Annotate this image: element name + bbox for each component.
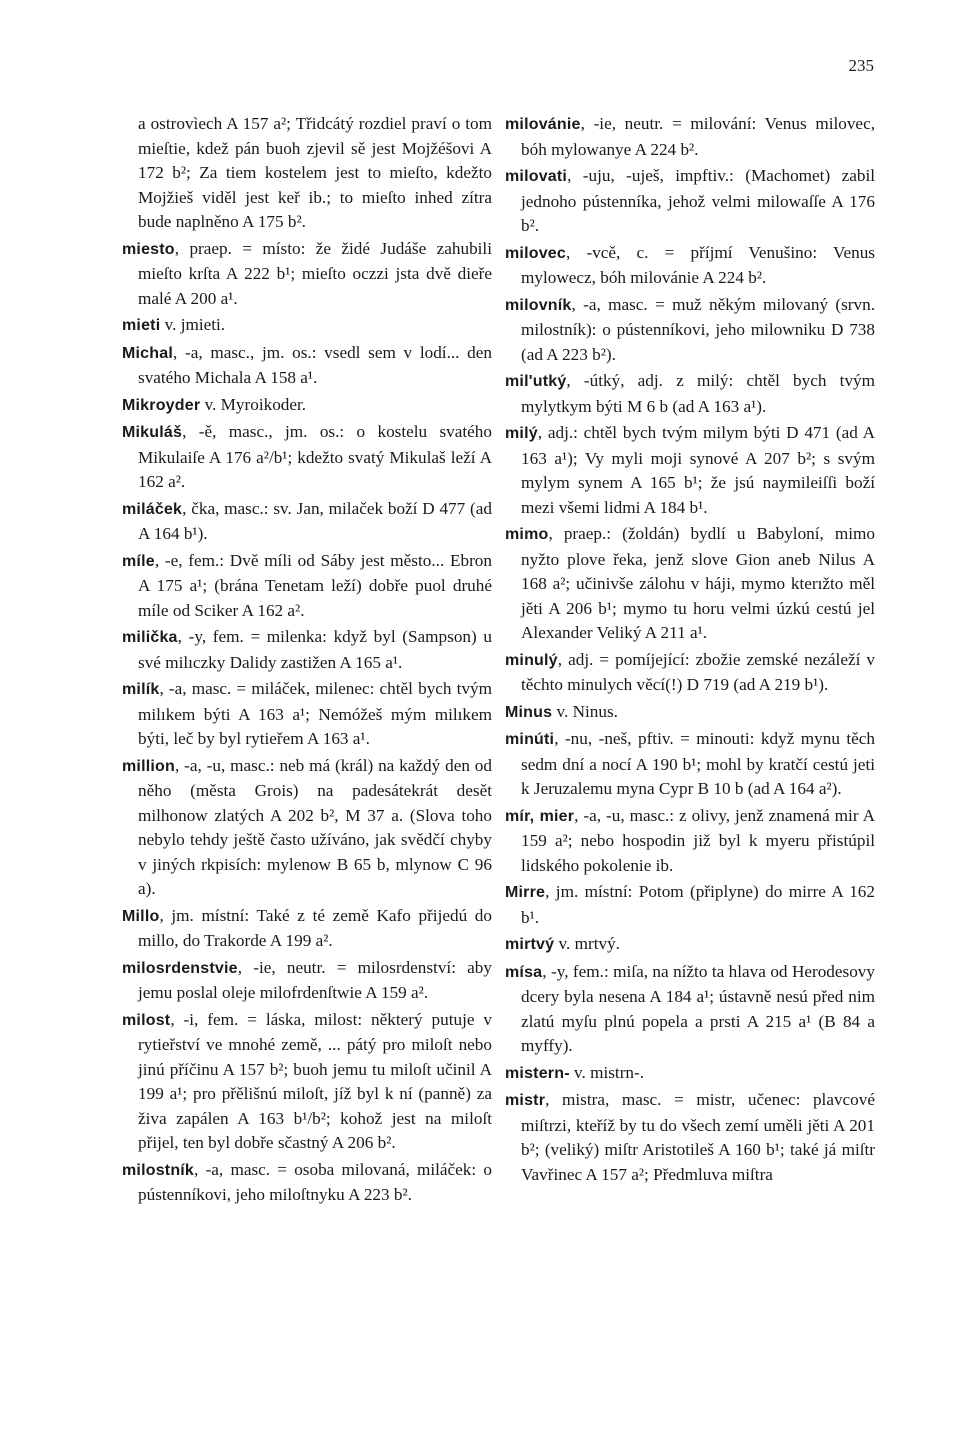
dictionary-entry (505, 804, 875, 879)
entry-text: , mistra, masc. = mistr, učenec: plavcové miſtrzi, kteříž by tu do všech zemí uměli jěti A 201 b²; (veliký) miſtr Aristotileš A 160 b¹; také já miſtr Vavřinec A 157 a²; Předmluva miſtra (521, 1090, 875, 1184)
entry-text: , praep. = místo: že židé Judáše zahubili mieſto krſta A 222 b¹; mieſto oczzi jsta dvě dieře malé A 200 a¹. (138, 238, 492, 308)
dictionary-entry (122, 420, 492, 495)
entry-text: , jm. místní: Potom (připlyne) do mirre A 162 b¹. (521, 882, 875, 927)
entry-headword: milosrdenstvie (122, 959, 238, 977)
dictionary-entry (505, 421, 875, 520)
dictionary-entry (122, 956, 492, 1006)
dictionary-entry (505, 369, 875, 419)
entry-headword: Mikuláš (122, 424, 183, 441)
dictionary-entry (122, 112, 492, 235)
entry-text: , -ě, masc., jm. os.: o kostelu svatého Mikulaiſe A 176 a²/b¹; kdežto svatý Mikulaš leží A 162 a². (138, 422, 492, 491)
entry-headword: mistr (505, 1092, 546, 1109)
entry-text: , -a, masc. = miláček, milenec: chtěl bych tvým milıkem býti A 163 a¹; Nemóžeš mým milıkem býti, leč by byl rytieřem A 163 a¹. (138, 679, 492, 748)
entry-headword: mimo (505, 526, 549, 543)
left-column (122, 112, 492, 1210)
entry-headword: Michal (122, 344, 173, 362)
entry-headword: minúti (505, 731, 555, 748)
entry-headword: milík (122, 681, 160, 698)
dictionary-entry (122, 341, 492, 391)
entry-text: , -ie, neutr. = milování: Venus milovec, bóh mylowanye A 224 b². (521, 114, 875, 159)
entry-text: v. Ninus. (552, 701, 618, 721)
entry-text: v. Myroikoder. (200, 394, 307, 414)
entry-headword: mirtvý (505, 936, 555, 953)
entry-headword: milý (505, 425, 538, 442)
entry-headword: milovánie (505, 116, 581, 133)
entry-text: , -y, fem.: miſa, na nížto ta hlava od Herodesovy dcery byla nesena A 184 a¹; ústavně nesú před nim zlatú myſu plnú popela a prsti A 215 a¹ (B 84 a myffy). (521, 961, 875, 1055)
entry-text: , -a, masc., jm. os.: vsedl sem v lodí... den svatého Michala A 158 a¹. (138, 342, 492, 387)
dictionary-entry (122, 904, 492, 954)
dictionary-entry (505, 164, 875, 239)
dictionary-entry (505, 648, 875, 698)
right-column (505, 112, 875, 1189)
entry-text: , -i, fem. = láska, milost: některý putuje v rytieřství ve mnohé země, ... pátý pro miloſt nebo jinú příčinu A 157 b²; buoh jemu tu miloſt učinil A 199 a¹; pro přělišnú miloſt, jíž byl k ní (panně) za živa zapálen A 163 b¹/b²; kohož jest na miloſt přijel, ten byl dobře sčastný A 206 b². (138, 1009, 492, 1152)
dictionary-entry (505, 960, 875, 1059)
entry-headword: minulý (505, 651, 558, 669)
entry-text: , adj.: chtěl bych tvým milym býti D 471 (ad A 163 a¹); Vy myli moji synové A 207 b²; s svým mylym synem A 165 b¹; že jsú naymileiſſi boží mezi všemi lidmi A 184 b¹. (521, 423, 875, 517)
dictionary-entry (122, 237, 492, 312)
dictionary-entry (122, 497, 492, 547)
entry-headword: million (122, 757, 175, 775)
dictionary-entry (122, 549, 492, 624)
entry-text: , -nu, -neš, pftiv. = minouti: když mynu těch sedm dní a nocí A 190 b¹; mohl by kratčí cestú jeti k Jeruzalemu myna Cypr B 10 b (ad A 164 a²). (521, 729, 875, 798)
dictionary-entry (122, 1158, 492, 1208)
entry-headword: Minus (505, 703, 553, 721)
page-number: 235 (848, 56, 874, 75)
entry-text: a ostrovìech A 157 a²; Třidcátý rozdiel praví o tom mieſtie, kdež pán buoh zjevil sě jest Mojžéšovi A 172 b²; Za tiem kostelem jest to mieſto, kdežto Mojžieš viděl jest keř ib.; to mieſto inhed zítra bude naplněno A 175 b². (138, 114, 492, 231)
dictionary-entry (505, 880, 875, 930)
dictionary-entry (505, 1061, 875, 1087)
entry-text: , praep.: (žoldán) bydlí u Babyloní, mimo nyžto plove řeka, jenž slove Gion aneb Nilus A 168 a²; učinivše zálohu v háji, mymo kterıžto měl jěti A 206 b¹; mymo tu horu velmi úzkú cestú jel Alexander Veliký A 211 a¹. (521, 524, 875, 642)
entry-text: v. mrtvý. (554, 934, 620, 953)
entry-text: , -a, masc. = muž někým milovaný (srvn. milostník): o pústenníkovi, jeho milowniku D 738 (ad A 223 b²). (521, 294, 875, 364)
entry-text: , adj. = pomíjející: zbožie zemské nezáleží v těchto minulych věcí(!) D 719 (ad A 219 b¹). (521, 649, 875, 694)
entry-headword: mísa (505, 963, 543, 981)
entry-text: v. mistrn-. (569, 1062, 645, 1082)
entry-text: , -a, -u, masc.: neb má (král) na každý den od něho (města Grois) na padesátekrát desět milhonow zlatých A 202 b², M 37 a. (Slova toho nebylo tehdy ještě často užíváno, jak svědčí chyby v jiných rkpisích: mylenow B 65 b, mlynow C 96 a). (138, 755, 492, 898)
dictionary-entry (505, 932, 875, 958)
dictionary-entry (505, 293, 875, 368)
dictionary-entry (122, 313, 492, 339)
entry-headword: míle (122, 552, 155, 570)
dictionary-entry (505, 727, 875, 802)
dictionary-entry (122, 754, 492, 902)
entry-headword: mieti (122, 317, 161, 334)
entry-text: , -e, fem.: Dvě míli od Sáby jest město... Ebron A 175 a¹; (brána Tenetam leží) dobře puol druhé míle od Sciker A 162 a². (138, 550, 492, 620)
entry-headword: milovec (505, 244, 566, 262)
entry-headword: milička (122, 629, 178, 646)
entry-headword: Mikroyder (122, 396, 201, 414)
dictionary-entry (122, 1008, 492, 1156)
dictionary-entry (122, 677, 492, 752)
entry-headword: milostník (122, 1161, 195, 1179)
dictionary-entry (122, 393, 492, 419)
entry-headword: milovník (505, 296, 572, 314)
entry-text: v. jmieti. (160, 315, 226, 334)
entry-headword: mil'utký (505, 373, 567, 390)
entry-text: , jm. místní: Také z té země Kafo přijedú do millo, do Trakorde A 199 a². (138, 905, 492, 950)
entry-text: , -a, -u, masc.: z olivy, jenž znamená mir A 159 a²; nebo hospodin již byl k myeru přistúpil lidského pokolenie ib. (521, 805, 875, 875)
dictionary-entry (505, 241, 875, 291)
entry-headword: miesto (122, 240, 175, 258)
dictionary-entry (122, 625, 492, 675)
dictionary-entry (505, 112, 875, 162)
entry-headword: milost (122, 1011, 171, 1029)
dictionary-entry (505, 700, 875, 726)
entry-headword: Millo (122, 907, 160, 925)
entry-headword: mír, mier (505, 807, 575, 825)
entry-text: , -vcě, c. = příjmí Venušino: Venus mylowecz, bóh milovánie A 224 b². (521, 242, 875, 287)
entry-text: , -uju, -uješ, impftiv.: (Machomet) zabil jednoho pústenníka, jehož velmi milowaſſe A 176 b². (521, 166, 875, 235)
entry-headword: miláček (122, 500, 183, 518)
entry-text: , -a, masc. = osoba milovaná, miláček: o pústenníkovi, jeho miloſtnyku A 223 b². (138, 1159, 492, 1204)
entry-headword: mistern- (505, 1064, 570, 1082)
entry-text: , -ie, neutr. = milosrdenství: aby jemu poslal oleje milofrdenſtwie A 159 a². (138, 957, 492, 1002)
entry-text: , čka, masc.: sv. Jan, milaček boží D 477 (ad A 164 b¹). (138, 498, 492, 543)
dictionary-entry (505, 1088, 875, 1187)
entry-text: , -útký, adj. z milý: chtěl bych tvým mylytkym býti M 6 b (ad A 163 a¹). (521, 371, 875, 416)
entry-text: , -y, fem. = milenka: když byl (Sampson) u své milıczky Dalidy zastižen A 165 a¹. (138, 627, 492, 672)
entry-headword: Mirre (505, 884, 546, 901)
entry-headword: milovati (505, 168, 568, 185)
dictionary-entry (505, 522, 875, 646)
